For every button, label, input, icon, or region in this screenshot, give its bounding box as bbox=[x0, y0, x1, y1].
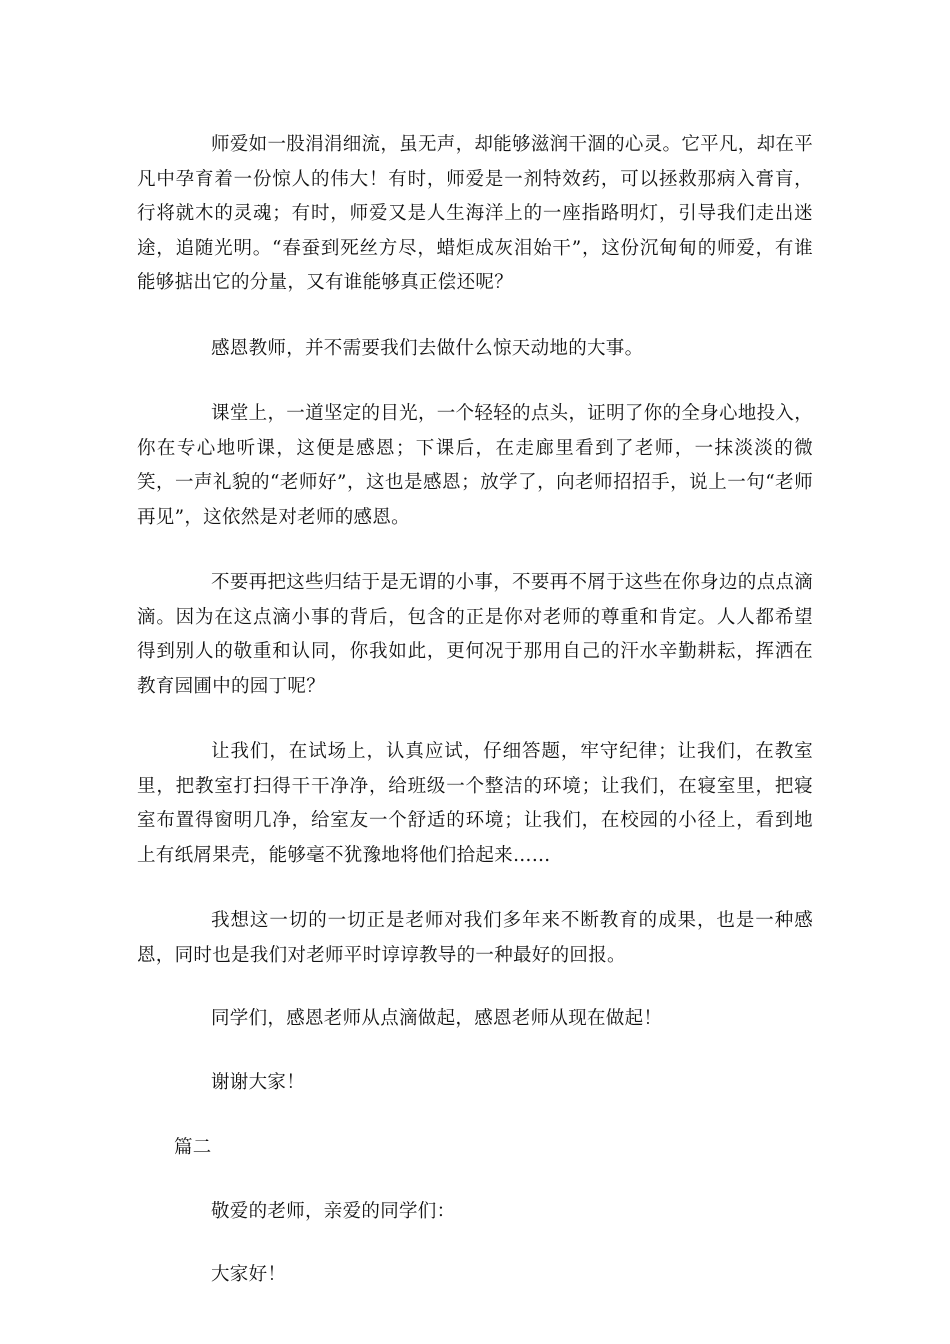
paragraph-call-to-action: 同学们，感恩老师从点滴做起，感恩老师从现在做起！ bbox=[211, 1008, 663, 1029]
section-heading: 篇二 bbox=[174, 1137, 212, 1158]
paragraph-greeting: 大家好！ bbox=[211, 1264, 287, 1285]
paragraph-teacher-love: 师爱如一股涓涓细流，虽无声，却能够滋润干涸的心灵。它平凡，却在平凡中孕育着一份惊人的伟大！有时，师爱是一剂特效药，可以拯救那病入膏肓，行将就木的灵魂；有时，师爱又是人生海洋上的一座指路明灯，引导我们走出迷途，追随光明。“春蚕到死丝方尽，蜡炬成灰泪始干”，这份沉甸甸的师爱，有谁能够掂出它的分量，又有谁能够真正偿还呢？ bbox=[137, 134, 813, 293]
paragraph-gratitude-intro: 感恩教师，并不需要我们去做什么惊天动地的大事。 bbox=[211, 337, 644, 359]
paragraph-let-us: 让我们，在试场上，认真应试，仔细答题，牢守纪律；让我们，在教室里，把教室打扫得干干净净，给班级一个整洁的环境；让我们，在寝室里，把寝室布置得窗明几净，给室友一个舒适的环境；让我们，在校园的小径上，看到地上有纸屑果壳，能够毫不犹豫地将他们拾起来…… bbox=[137, 741, 813, 866]
paragraph-salutation: 敬爱的老师，亲爱的同学们： bbox=[211, 1200, 456, 1222]
paragraph-small-things: 不要再把这些归结于是无谓的小事，不要再不屑于这些在你身边的点点滴滴。因为在这点滴小事的背后，包含的正是你对老师的尊重和肯定。人人都希望得到别人的敬重和认同，你我如此，更何况于那用自己的汗水辛勤耕耘，挥洒在教育园圃中的园丁呢？ bbox=[137, 572, 813, 697]
paragraph-thanks: 谢谢大家！ bbox=[211, 1071, 306, 1093]
paragraph-classroom-gratitude: 课堂上，一道坚定的目光，一个轻轻的点头，证明了你的全身心地投入，你在专心地听课，这便是感恩；下课后，在走廊里看到了老师，一抹淡淡的微笑，一声礼貌的“老师好”，这也是感恩；放学了，向老师招招手，说上一句“老师再见”，这依然是对老师的感恩。 bbox=[137, 403, 813, 528]
paragraph-reflection: 我想这一切的一切正是老师对我们多年来不断教育的成果，也是一种感恩，同时也是我们对老师平时谆谆教导的一种最好的回报。 bbox=[137, 910, 813, 966]
document-body bbox=[137, 128, 813, 1293]
